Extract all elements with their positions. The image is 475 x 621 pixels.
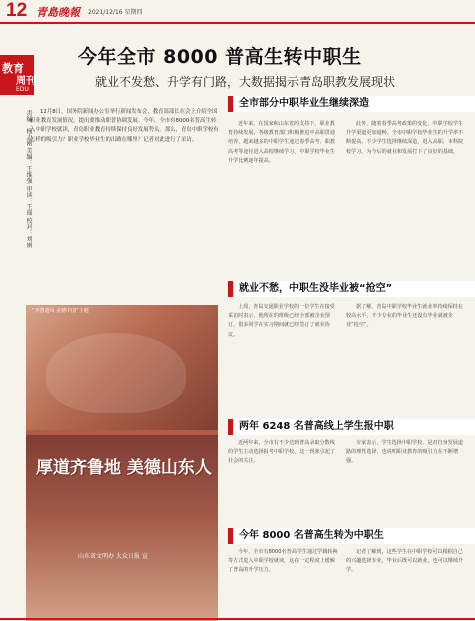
section-body-6248-right: 专家表示，学生选择中职学校，是对自身发展道路的理性选择，也说明职业教育的吸引力在不断增强。 bbox=[346, 440, 463, 465]
section-body-8000-left: 今年，全市有8000名普高学生通过学籍转换等方式进入中职学校就读，这在一定程度上缓解了普高的升学压力。 bbox=[228, 549, 338, 574]
section-body-continued-study-right: 此外，随着春季高考政策的变化，中职学校学生升学渠道更加通畅。全市中职学校毕业生的升学率不断提高，不少学生选择继续深造，进入高职、本科院校学习，为今后的就业和发展打下了良好的基础。 bbox=[346, 121, 464, 155]
section-title-6248: 两年 6248 名普高线上学生报中职 bbox=[228, 419, 475, 435]
editor-info: 责编：杨志刚 美编：王维强 审读：王瑶 校对：刘丽 bbox=[25, 110, 32, 248]
public-service-ad bbox=[26, 305, 218, 621]
logo-line-3: EDU bbox=[16, 86, 29, 93]
ad-caption: 厚道齐鲁地 美德山东人 bbox=[36, 458, 212, 478]
section-body-continued-study-left: 近年来，在国家和山东省的支持下，职业教育持续发展。各级教育部门积极推进中高职贯通培养，越来越多的中职学生通过春季高考、职教高考等途径进入高校继续学习，中职学校毕业生升学比例逐年提高。 bbox=[228, 121, 335, 164]
page-headline: 今年全市 8000 普高生转中职生 bbox=[78, 46, 362, 68]
masthead-bar bbox=[0, 0, 475, 24]
ad-tag: “齐鲁遗风 美德中国”主题 bbox=[32, 308, 89, 314]
date-line: 2021/12/16 星期四 bbox=[88, 9, 143, 16]
page-subheadline: 就业不发愁、升学有门路，大数据揭示青岛职教发展现状 bbox=[95, 75, 396, 89]
section-body-6248-left: 近两年来，全市有不少达到普高录取分数线的学生主动选择报考中职学校，这一现象引起了社会的关注。 bbox=[228, 440, 335, 465]
ad-credit: 山东省文明办 大众日报 宣 bbox=[78, 553, 148, 560]
paper-name: 青島晚報 bbox=[36, 6, 80, 19]
section-body-employment-right: 据了解，青岛中职学校毕业生就业率持续保持在较高水平，不少专业的毕业生还没有毕业就被企业“抢空”。 bbox=[346, 304, 463, 329]
section-body-8000-right: 记者了解到，这些学生在中职学校可以根据自己的兴趣选择专业，毕业后既可以就业，也可以继续升学。 bbox=[346, 549, 464, 574]
logo-line-1: 教育 bbox=[2, 62, 24, 75]
section-body-employment-left: 上周，青岛交通职业学校的一位学生在接受采访时表示，他所在的班级已经全部被企业预订，很多同学在实习期间就已经签订了就业协议。 bbox=[228, 304, 335, 338]
section-title-employment: 就业不愁，中职生没毕业被“抢空” bbox=[228, 281, 475, 297]
section-title-continued-study: 全市部分中职毕业生继续深造 bbox=[228, 96, 475, 112]
lead-paragraph: 12月8日，国务院新闻办公室举行新闻发布会，教育部部长在会上介绍全国职业教育发展情况，提出要推动职普协调发展。今年，全市有8000名普高生转入中职学校就读，青岛职业教育持续保持良好发展势头。那么，青岛中职学校有怎样的吸引力？职业学校毕业生的出路在哪里？记者对此进行了采访。 bbox=[30, 109, 219, 143]
page-number: 12 bbox=[6, 0, 28, 21]
logo-line-2: 周刊 bbox=[16, 76, 36, 87]
section-title-8000: 今年 8000 名普高生转为中职生 bbox=[228, 528, 475, 544]
